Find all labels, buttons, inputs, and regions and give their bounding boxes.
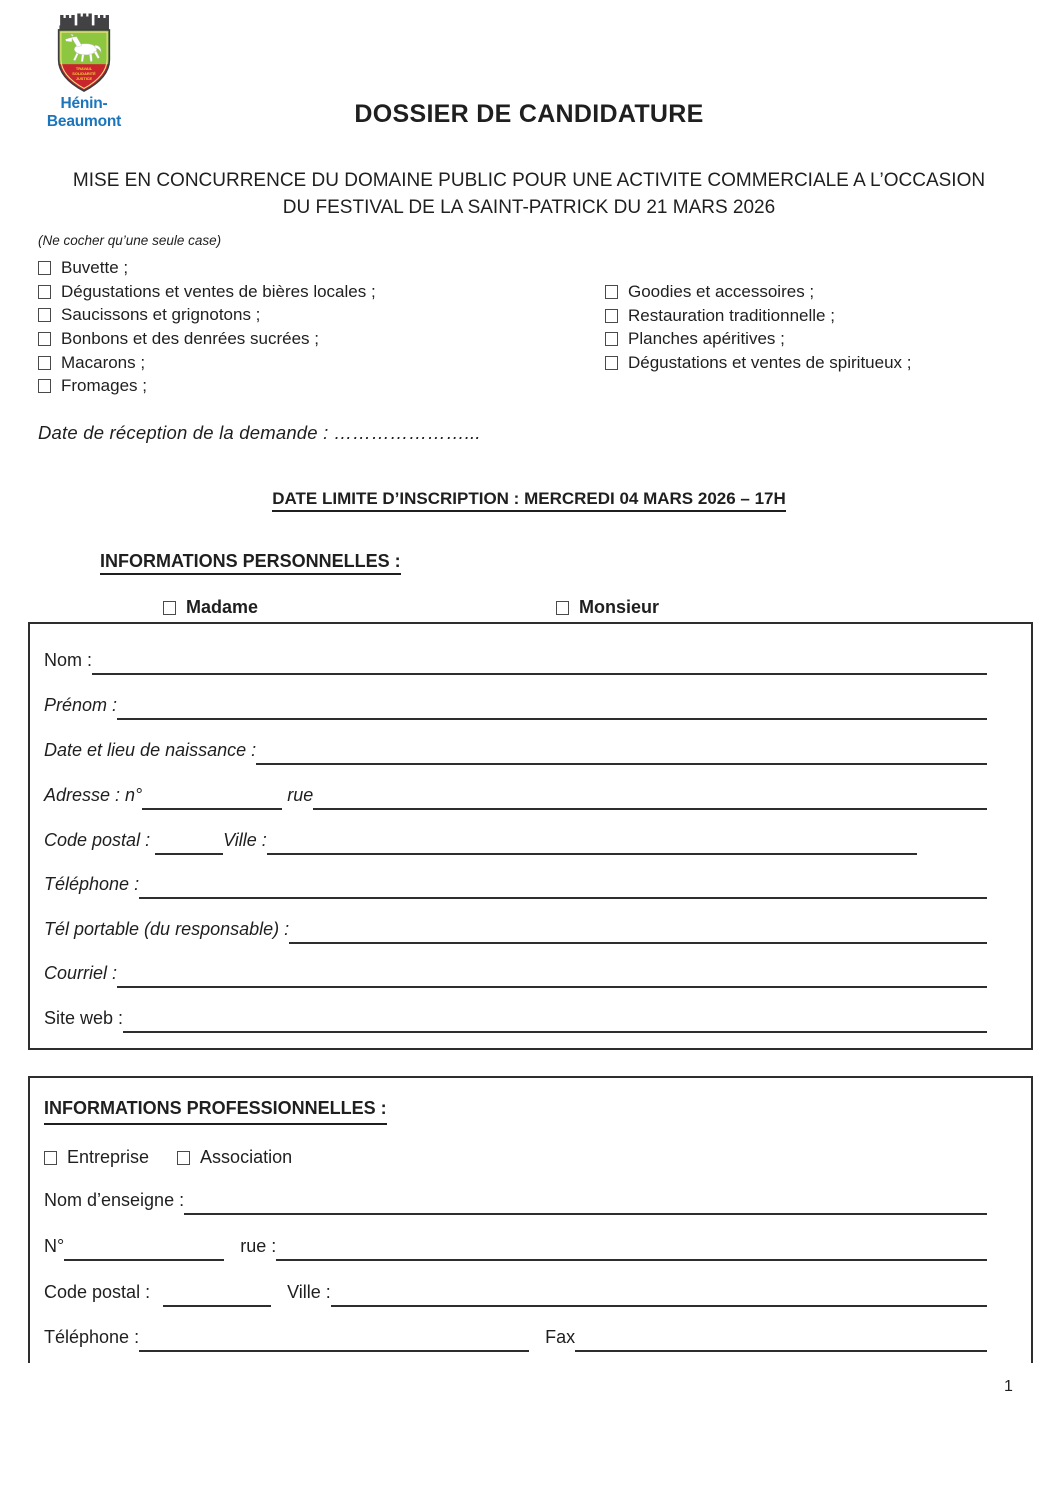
monsieur-option <box>556 597 659 618</box>
naissance-label: Date et lieu de naissance : <box>44 740 257 760</box>
city-crest-icon <box>50 12 118 94</box>
checkbox-entreprise[interactable] <box>44 1151 57 1165</box>
monsieur-label: Monsieur <box>579 597 660 617</box>
nom-enseigne-input-line[interactable] <box>184 1190 987 1215</box>
ville-input-line[interactable] <box>267 830 917 855</box>
activity-options-left <box>38 256 376 398</box>
site-web-label: Site web : <box>44 1008 124 1028</box>
checkbox[interactable] <box>605 332 618 346</box>
entity-type-options <box>44 1144 987 1171</box>
activity-option <box>38 374 376 398</box>
option-label: Dégustations et ventes de spiritueux ; <box>628 352 912 372</box>
ville-input-line[interactable] <box>331 1282 987 1307</box>
svg-text:TRAVAIL: TRAVAIL <box>75 66 93 72</box>
option-label: Bonbons et des denrées sucrées ; <box>61 328 319 348</box>
adresse-label: Adresse : n° <box>44 785 143 805</box>
code-postal-input-line[interactable] <box>163 1282 271 1307</box>
field-telephone <box>44 874 987 901</box>
checkbox[interactable] <box>605 309 618 323</box>
activity-option <box>38 303 376 327</box>
field-code-postal <box>44 830 917 857</box>
option-label: Goodies et accessoires ; <box>628 281 815 301</box>
checkbox-monsieur[interactable] <box>556 601 569 615</box>
field-nom <box>44 650 987 677</box>
courriel-label: Courriel : <box>44 963 118 983</box>
fax-input-line[interactable] <box>575 1327 987 1352</box>
madame-option <box>163 597 258 618</box>
option-label: Buvette ; <box>61 257 129 277</box>
nom-enseigne-label: Nom d’enseigne : <box>44 1190 185 1210</box>
activity-option <box>38 327 376 351</box>
option-label: Fromages ; <box>61 376 147 396</box>
prenom-label: Prénom : <box>44 695 118 715</box>
deadline-banner <box>0 489 1058 509</box>
checkbox-association[interactable] <box>177 1151 190 1165</box>
reception-date-line: Date de réception de la demande : …………………... <box>38 422 481 443</box>
telephone-label: Téléphone : <box>44 1327 140 1347</box>
document-subtitle: MISE EN CONCURRENCE DU DOMAINE PUBLIC POUR UNE ACTIVITE COMMERCIALE A L’OCCASION DU FESTIVAL DE LA SAINT-PATRICK DU 21 MARS 2026 <box>72 170 986 218</box>
adresse-numero-input-line[interactable] <box>142 785 282 810</box>
document-title: DOSSIER DE CANDIDATURE <box>354 100 704 128</box>
city-name: Hénin-Beaumont <box>46 95 122 130</box>
telephone-input-line[interactable] <box>139 874 987 899</box>
checkbox-madame[interactable] <box>163 601 176 615</box>
association-label: Association <box>200 1147 293 1167</box>
fax-label: Fax <box>545 1327 576 1347</box>
checkbox[interactable] <box>38 308 51 322</box>
numero-input-line[interactable] <box>64 1236 224 1261</box>
rue-input-line[interactable] <box>276 1236 987 1261</box>
option-label: Planches apéritives ; <box>628 329 785 349</box>
checkbox[interactable] <box>605 285 618 299</box>
numero-label: N° <box>44 1236 65 1256</box>
activity-option <box>38 351 376 375</box>
option-label: Dégustations et ventes de bières locales ; <box>61 281 376 301</box>
site-web-input-line[interactable] <box>123 1008 987 1033</box>
professional-info-box <box>28 1076 1033 1363</box>
madame-label: Madame <box>186 597 259 617</box>
option-label: Macarons ; <box>61 352 146 372</box>
rue-label: rue : <box>240 1236 277 1256</box>
field-prenom <box>44 695 987 722</box>
ville-label: Ville : <box>223 830 267 850</box>
checkbox[interactable] <box>38 261 51 275</box>
activity-option <box>605 304 912 328</box>
field-naissance <box>44 740 987 767</box>
checkbox[interactable] <box>38 332 51 346</box>
rue-input-line[interactable] <box>313 785 987 810</box>
activity-option <box>38 280 376 304</box>
tel-portable-label: Tél portable (du responsable) : <box>44 919 290 939</box>
code-postal-label: Code postal : <box>44 830 156 850</box>
field-code-postal-pro <box>44 1282 987 1309</box>
ville-label: Ville : <box>287 1282 331 1302</box>
checkbox[interactable] <box>605 356 618 370</box>
personal-info-box <box>28 622 1033 1050</box>
prenom-input-line[interactable] <box>117 695 987 720</box>
checkbox[interactable] <box>38 356 51 370</box>
telephone-input-line[interactable] <box>139 1327 529 1352</box>
naissance-input-line[interactable] <box>256 740 987 765</box>
single-choice-note: (Ne cocher qu’une seule case) <box>38 233 222 248</box>
personal-info-heading: INFORMATIONS PERSONNELLES : <box>100 551 401 572</box>
field-site-web <box>44 1008 987 1035</box>
code-postal-label: Code postal : <box>44 1282 156 1302</box>
code-postal-input-line[interactable] <box>155 830 223 855</box>
activity-option <box>605 327 912 351</box>
checkbox[interactable] <box>38 379 51 393</box>
page-number: 1 <box>1004 1378 1013 1395</box>
field-tel-portable <box>44 919 987 946</box>
professional-info-heading: INFORMATIONS PROFESSIONNELLES : <box>44 1098 987 1125</box>
nom-input-line[interactable] <box>92 650 987 675</box>
rue-label: rue <box>282 785 314 805</box>
activity-option <box>38 256 376 280</box>
activity-option <box>605 351 912 375</box>
field-numero-rue <box>44 1236 987 1263</box>
activity-option <box>605 280 912 304</box>
option-label: Saucissons et grignotons ; <box>61 305 261 325</box>
tel-portable-input-line[interactable] <box>289 919 987 944</box>
field-nom-enseigne <box>44 1190 987 1217</box>
entreprise-label: Entreprise <box>67 1147 150 1167</box>
checkbox[interactable] <box>38 285 51 299</box>
option-label: Restauration traditionnelle ; <box>628 305 835 325</box>
activity-options-right <box>605 280 912 375</box>
nom-label: Nom : <box>44 650 93 670</box>
field-courriel <box>44 963 987 990</box>
field-telephone-fax <box>44 1327 987 1354</box>
svg-text:JUSTICE: JUSTICE <box>75 75 93 81</box>
deadline-text: DATE LIMITE D’INSCRIPTION : MERCREDI 04 MARS 2026 – 17H <box>272 489 786 512</box>
telephone-label: Téléphone : <box>44 874 140 894</box>
field-adresse <box>44 785 987 812</box>
svg-text:SOLIDARITÉ: SOLIDARITÉ <box>72 70 96 76</box>
courriel-input-line[interactable] <box>117 963 987 988</box>
